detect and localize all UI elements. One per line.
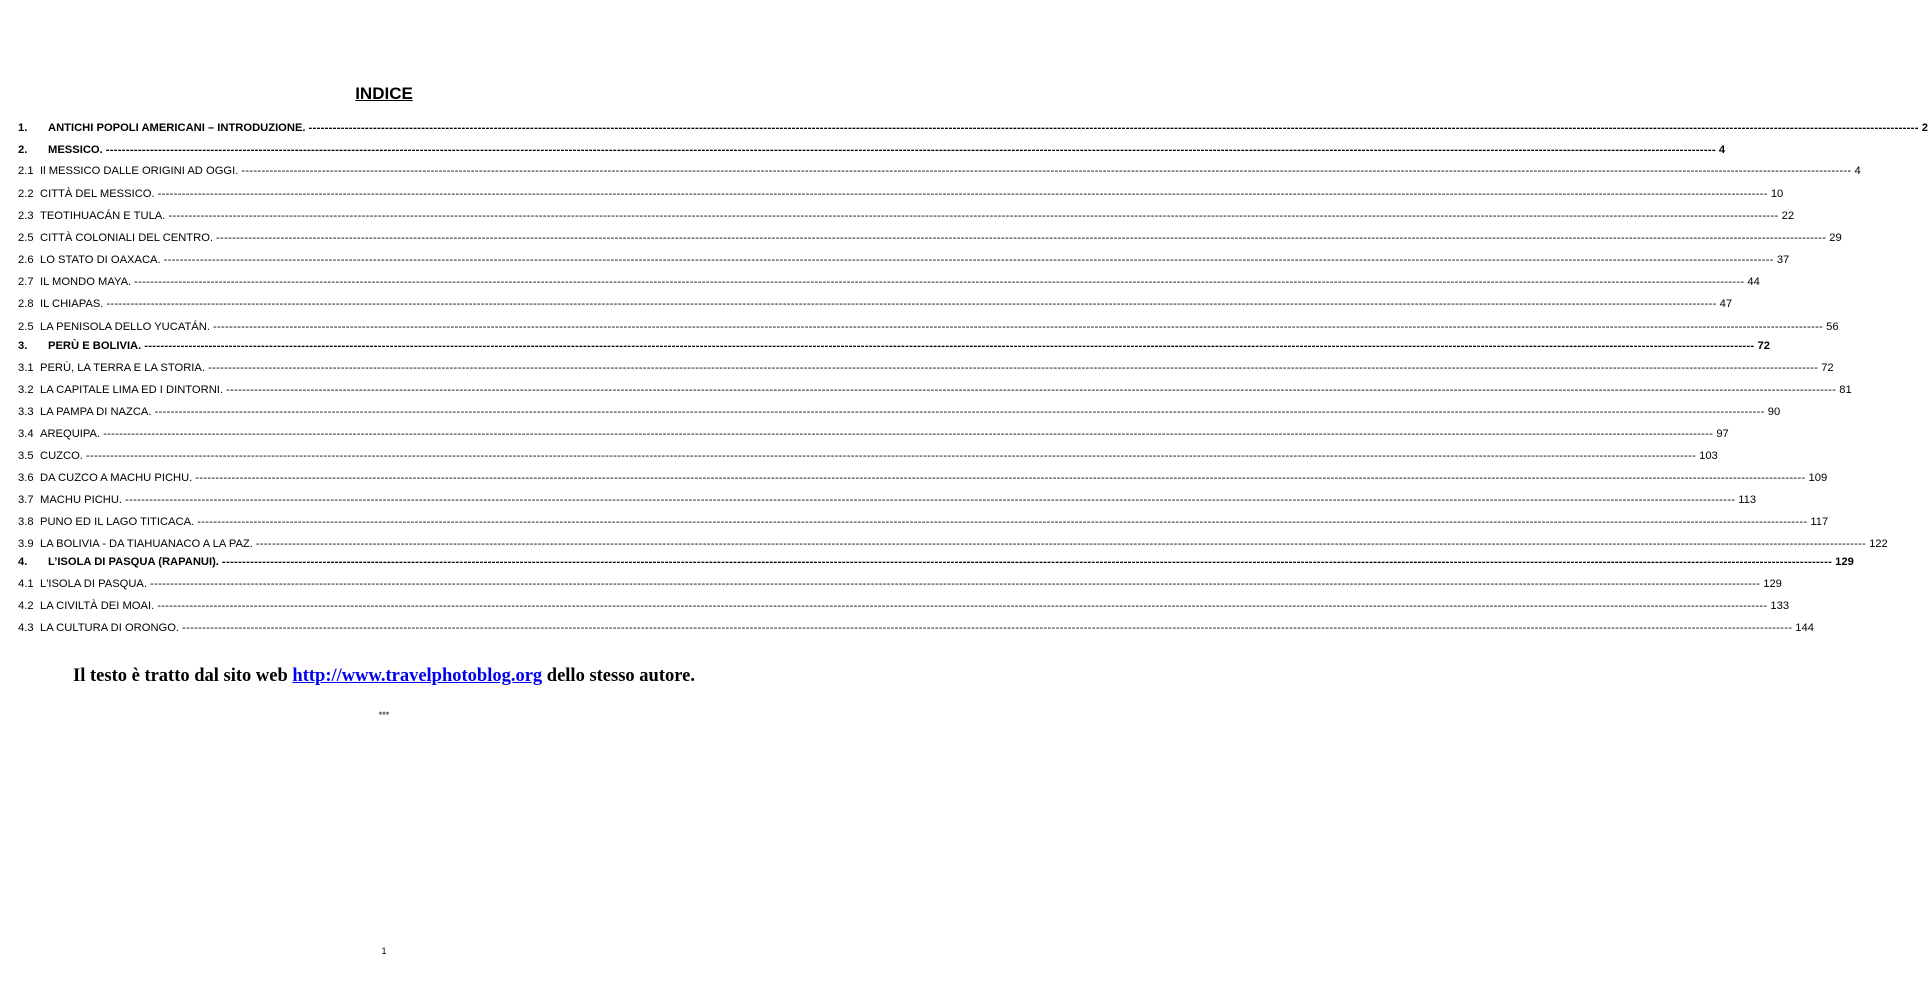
toc-entry-label: ANTICHI POPOLI AMERICANI – INTRODUZIONE.	[48, 122, 306, 134]
toc-entry-number: 3.2	[18, 384, 34, 396]
toc-dot-leader: ----------------------------------------------------------------------------------------------------------------------------------------------------------------------------------------------------------------------------------------------------------------------------------------------------------------------------------------------------------------------------------------------------------------	[163, 254, 1774, 266]
toc-dot-leader: ----------------------------------------------------------------------------------------------------------------------------------------------------------------------------------------------------------------------------------------------------------------------------------------------------------------------------------------------------------------------------------------------------------------	[241, 165, 1852, 177]
toc-entry-page: 22	[1781, 210, 1795, 222]
toc-entry-label: LA PENISOLA DELLO YUCATÁN.	[40, 321, 210, 333]
toc-entry-page: 4	[1854, 165, 1861, 177]
toc-dot-leader: ----------------------------------------------------------------------------------------------------------------------------------------------------------------------------------------------------------------------------------------------------------------------------------------------------------------------------------------------------------------------------------------------------------------	[103, 428, 1714, 440]
toc-dot-leader: ----------------------------------------------------------------------------------------------------------------------------------------------------------------------------------------------------------------------------------------------------------------------------------------------------------------------------------------------------------------------------------------------------------------	[221, 556, 1833, 568]
toc-entry[interactable]	[18, 165, 1861, 177]
toc-dot-leader: ----------------------------------------------------------------------------------------------------------------------------------------------------------------------------------------------------------------------------------------------------------------------------------------------------------------------------------------------------------------------------------------------------------------	[182, 622, 1793, 634]
toc-entry-label: PERÙ, LA TERRA E LA STORIA.	[40, 362, 205, 374]
toc-entry[interactable]	[18, 556, 1854, 568]
toc-entry-page: 10	[1770, 188, 1784, 200]
toc-entry-page: 144	[1795, 622, 1814, 634]
toc-entry-page: 72	[1757, 340, 1770, 352]
toc-entry[interactable]	[18, 122, 1928, 134]
toc-entry-label: LO STATO DI OAXACA.	[40, 254, 161, 266]
toc-dot-leader: ----------------------------------------------------------------------------------------------------------------------------------------------------------------------------------------------------------------------------------------------------------------------------------------------------------------------------------------------------------------------------------------------------------------	[216, 232, 1827, 244]
toc-entry-label: AREQUIPA.	[40, 428, 101, 440]
source-note-prefix: Il testo è tratto dal sito web	[73, 666, 293, 686]
toc-entry[interactable]	[18, 406, 1781, 418]
toc-entry-page: 122	[1869, 538, 1888, 550]
toc-entry-number: 1.	[18, 122, 28, 134]
toc-entry-number: 2.8	[18, 298, 34, 310]
toc-entry-page: 81	[1839, 384, 1852, 396]
toc-entry-number: 2.1	[18, 165, 34, 177]
toc-entry[interactable]	[18, 340, 1770, 352]
toc-entry-label: LA CIVILTÀ DEI MOAI.	[40, 600, 155, 612]
toc-entry-label: CITTÀ DEL MESSICO.	[40, 188, 155, 200]
toc-entry-number: 2.3	[18, 210, 34, 222]
toc-entry-page: 133	[1770, 600, 1790, 612]
toc-entry[interactable]	[18, 472, 1828, 484]
toc-dot-leader: ----------------------------------------------------------------------------------------------------------------------------------------------------------------------------------------------------------------------------------------------------------------------------------------------------------------------------------------------------------------------------------------------------------------	[154, 406, 1765, 418]
toc-dot-leader: ----------------------------------------------------------------------------------------------------------------------------------------------------------------------------------------------------------------------------------------------------------------------------------------------------------------------------------------------------------------------------------------------------------------	[195, 472, 1806, 484]
toc-entry-page: 47	[1719, 298, 1733, 310]
toc-entry-label: IL CHIAPAS.	[40, 298, 104, 310]
toc-dot-leader: ----------------------------------------------------------------------------------------------------------------------------------------------------------------------------------------------------------------------------------------------------------------------------------------------------------------------------------------------------------------------------------------------------------------	[255, 538, 1867, 550]
toc-entry-page: 44	[1747, 276, 1760, 288]
toc-entry[interactable]	[18, 362, 1834, 374]
toc-entry-page: 97	[1716, 428, 1729, 440]
toc-entry-page: 103	[1699, 450, 1718, 462]
toc-entry-label: MACHU PICHU.	[40, 494, 123, 506]
toc-entry-label: PERÙ E BOLIVIA.	[48, 340, 142, 352]
toc-entry-page: 129	[1835, 556, 1854, 568]
toc-entry[interactable]	[18, 232, 1842, 244]
toc-dot-leader: ----------------------------------------------------------------------------------------------------------------------------------------------------------------------------------------------------------------------------------------------------------------------------------------------------------------------------------------------------------------------------------------------------------------	[150, 578, 1761, 590]
toc-entry-number: 2.	[18, 144, 28, 156]
toc-entry-number: 2.6	[18, 254, 34, 266]
toc-entry-number: 2.5	[18, 232, 34, 244]
toc-dot-leader: ----------------------------------------------------------------------------------------------------------------------------------------------------------------------------------------------------------------------------------------------------------------------------------------------------------------------------------------------------------------------------------------------------------------	[157, 600, 1768, 612]
toc-entry-number: 3.1	[18, 362, 34, 374]
toc-entry-page: 2	[1921, 122, 1928, 134]
toc-entry[interactable]	[18, 428, 1729, 440]
toc-entry-number: 3.3	[18, 406, 34, 418]
toc-entry-label: MESSICO.	[48, 144, 103, 156]
toc-dot-leader: ----------------------------------------------------------------------------------------------------------------------------------------------------------------------------------------------------------------------------------------------------------------------------------------------------------------------------------------------------------------------------------------------------------------	[212, 321, 1824, 333]
toc-dot-leader: ----------------------------------------------------------------------------------------------------------------------------------------------------------------------------------------------------------------------------------------------------------------------------------------------------------------------------------------------------------------------------------------------------------------	[144, 340, 1755, 352]
toc-entry-number: 3.5	[18, 450, 34, 462]
toc-dot-leader: ----------------------------------------------------------------------------------------------------------------------------------------------------------------------------------------------------------------------------------------------------------------------------------------------------------------------------------------------------------------------------------------------------------------	[85, 450, 1697, 462]
toc-dot-leader: ----------------------------------------------------------------------------------------------------------------------------------------------------------------------------------------------------------------------------------------------------------------------------------------------------------------------------------------------------------------------------------------------------------------	[168, 210, 1779, 222]
toc-entry[interactable]	[18, 276, 1760, 288]
toc-entry-page: 109	[1808, 472, 1828, 484]
toc-entry-number: 3.	[18, 340, 28, 352]
toc-entry[interactable]	[18, 578, 1782, 590]
toc-entry-number: 2.7	[18, 276, 34, 288]
toc-entry-page: 37	[1776, 254, 1790, 266]
document-title: INDICE	[355, 84, 413, 103]
toc-entry-label: Il MESSICO DALLE ORIGINI AD OGGI.	[40, 165, 239, 177]
source-link[interactable]: http://www.travelphotoblog.org	[292, 666, 543, 686]
toc-entry-label: L'ISOLA DI PASQUA.	[40, 578, 148, 590]
toc-entry-number: 3.8	[18, 516, 34, 528]
toc-dot-leader: ----------------------------------------------------------------------------------------------------------------------------------------------------------------------------------------------------------------------------------------------------------------------------------------------------------------------------------------------------------------------------------------------------------------	[134, 276, 1745, 288]
toc-entry-number: 4.2	[18, 600, 34, 612]
toc-entry[interactable]	[18, 494, 1757, 506]
toc-entry[interactable]	[18, 254, 1790, 266]
toc-entry-page: 4	[1718, 144, 1726, 156]
toc-entry-number: 2.5	[18, 321, 34, 333]
toc-entry-label: LA PAMPA DI NAZCA.	[40, 406, 152, 418]
toc-entry-number: 3.7	[18, 494, 34, 506]
toc-entry-page: 56	[1826, 321, 1839, 333]
separator-stars: ***	[378, 710, 390, 720]
toc-entry-page: 29	[1829, 232, 1842, 244]
toc-entry[interactable]	[18, 600, 1790, 612]
toc-entry[interactable]	[18, 298, 1733, 310]
toc-entry[interactable]	[18, 538, 1888, 550]
toc-entry-number: 3.4	[18, 428, 34, 440]
toc-dot-leader: ----------------------------------------------------------------------------------------------------------------------------------------------------------------------------------------------------------------------------------------------------------------------------------------------------------------------------------------------------------------------------------------------------------------	[226, 384, 1837, 396]
toc-entry-number: 4.	[18, 556, 28, 568]
toc-dot-leader: ----------------------------------------------------------------------------------------------------------------------------------------------------------------------------------------------------------------------------------------------------------------------------------------------------------------------------------------------------------------------------------------------------------------	[207, 362, 1819, 374]
toc-dot-leader: ----------------------------------------------------------------------------------------------------------------------------------------------------------------------------------------------------------------------------------------------------------------------------------------------------------------------------------------------------------------------------------------------------------------	[105, 144, 1716, 156]
toc-entry[interactable]	[18, 384, 1852, 396]
toc-entry-number: 3.6	[18, 472, 34, 484]
toc-entry[interactable]	[18, 622, 1814, 634]
toc-entry-label: DA CUZCO A MACHU PICHU.	[40, 472, 193, 484]
toc-entry-page: 72	[1821, 362, 1834, 374]
toc-entry-label: LA BOLIVIA - DA TIAHUANACO A LA PAZ.	[40, 538, 253, 550]
toc-entry-label: TEOTIHUACÁN E TULA.	[40, 210, 166, 222]
toc-dot-leader: ----------------------------------------------------------------------------------------------------------------------------------------------------------------------------------------------------------------------------------------------------------------------------------------------------------------------------------------------------------------------------------------------------------------	[125, 494, 1736, 506]
toc-entry[interactable]	[18, 450, 1718, 462]
toc-entry[interactable]	[18, 144, 1726, 156]
toc-entry-page: 113	[1738, 494, 1757, 506]
toc-entry[interactable]	[18, 321, 1839, 333]
toc-dot-leader: ----------------------------------------------------------------------------------------------------------------------------------------------------------------------------------------------------------------------------------------------------------------------------------------------------------------------------------------------------------------------------------------------------------------	[157, 188, 1768, 200]
toc-entry-label: LA CULTURA DI ORONGO.	[40, 622, 180, 634]
toc-entry[interactable]	[18, 210, 1795, 222]
toc-dot-leader: ----------------------------------------------------------------------------------------------------------------------------------------------------------------------------------------------------------------------------------------------------------------------------------------------------------------------------------------------------------------------------------------------------------------	[308, 122, 1919, 134]
toc-entry-page: 117	[1810, 516, 1829, 528]
page-number: 1	[381, 946, 387, 956]
toc-entry-label: IL MONDO MAYA.	[40, 276, 132, 288]
toc-entry-number: 4.3	[18, 622, 34, 634]
toc-entry-label: CUZCO.	[40, 450, 83, 462]
toc-entry-label: LA CAPITALE LIMA ED I DINTORNI.	[40, 384, 223, 396]
source-note-suffix: dello stesso autore.	[542, 666, 695, 686]
toc-entry-number: 3.9	[18, 538, 34, 550]
toc-entry[interactable]	[18, 516, 1829, 528]
toc-dot-leader: ----------------------------------------------------------------------------------------------------------------------------------------------------------------------------------------------------------------------------------------------------------------------------------------------------------------------------------------------------------------------------------------------------------------	[197, 516, 1808, 528]
toc-entry-number: 2.2	[18, 188, 34, 200]
toc-entry-number: 4.1	[18, 578, 34, 590]
toc-entry-page: 129	[1763, 578, 1782, 590]
toc-entry-label: PUNO ED IL LAGO TITICACA.	[40, 516, 195, 528]
toc-entry-label: L’ISOLA DI PASQUA (RAPANUI).	[48, 556, 219, 568]
toc-dot-leader: ----------------------------------------------------------------------------------------------------------------------------------------------------------------------------------------------------------------------------------------------------------------------------------------------------------------------------------------------------------------------------------------------------------------	[106, 298, 1717, 310]
toc-entry-page: 90	[1767, 406, 1781, 418]
source-note	[0, 666, 768, 687]
toc-entry-label: CITTÀ COLONIALI DEL CENTRO.	[40, 232, 214, 244]
toc-entry[interactable]	[18, 188, 1784, 200]
